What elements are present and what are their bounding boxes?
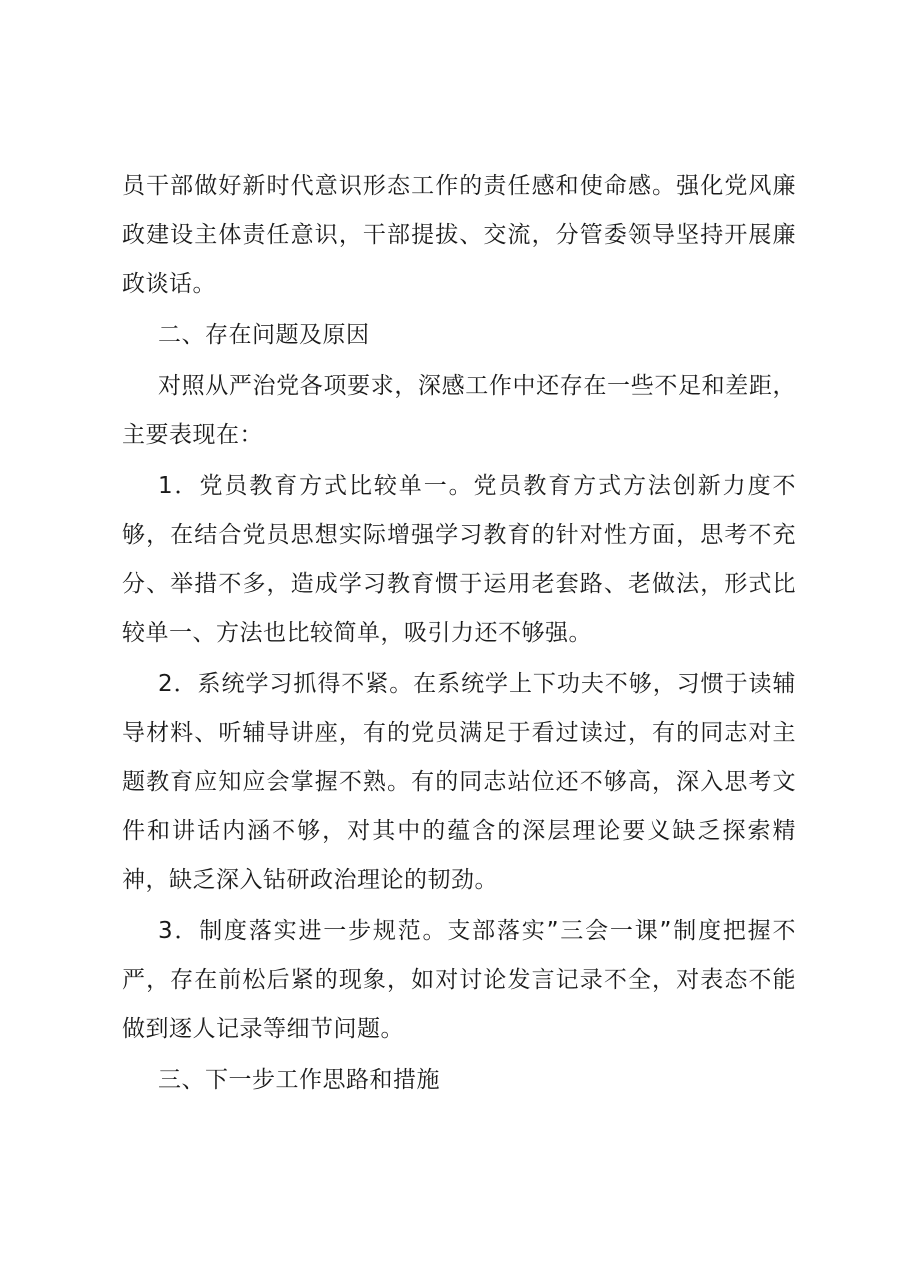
paragraph-problem-1: 1．党员教育方式比较单一。党员教育方式方法创新力度不够，在结合党员思想实际增强学习教育的针对性方面，思考不充分、举措不多，造成学习教育惯于运用老套路、老做法，形式比较单一、方法也比较简单，吸引力还不够强。 <box>122 473 796 646</box>
paragraph-continuation: 员干部做好新时代意识形态工作的责任感和使命感。强化党风廉政建设主体责任意识，干部提拔、交流，分管委领导坚持开展廉政谈话。 <box>122 173 796 297</box>
paragraph-problem-2: 2．系统学习抓得不紧。在系统学上下功夫不够，习惯于读辅导材料、听辅导讲座，有的党员满足于看过读过，有的同志对主题教育应知应会掌握不熟。有的同志站位还不够高，深入思考文件和讲话内涵不够，对其中的蕴含的深层理论要义缺乏探索精神，缺乏深入钻研政治理论的韧劲。 <box>122 671 796 893</box>
document-body <box>122 162 796 1107</box>
section-heading-problems: 二、存在问题及原因 <box>158 322 370 348</box>
paragraph-intro-problems: 对照从严治党各项要求，深感工作中还存在一些不足和差距，主要表现在： <box>122 373 796 448</box>
section-heading-next-steps: 三、下一步工作思路和措施 <box>158 1067 440 1093</box>
paragraph-problem-3: 3．制度落实进一步规范。支部落实”三会一课”制度把握不严，存在前松后紧的现象，如对讨论发言记录不全，对表态不能做到逐人记录等细节问题。 <box>122 918 796 1042</box>
